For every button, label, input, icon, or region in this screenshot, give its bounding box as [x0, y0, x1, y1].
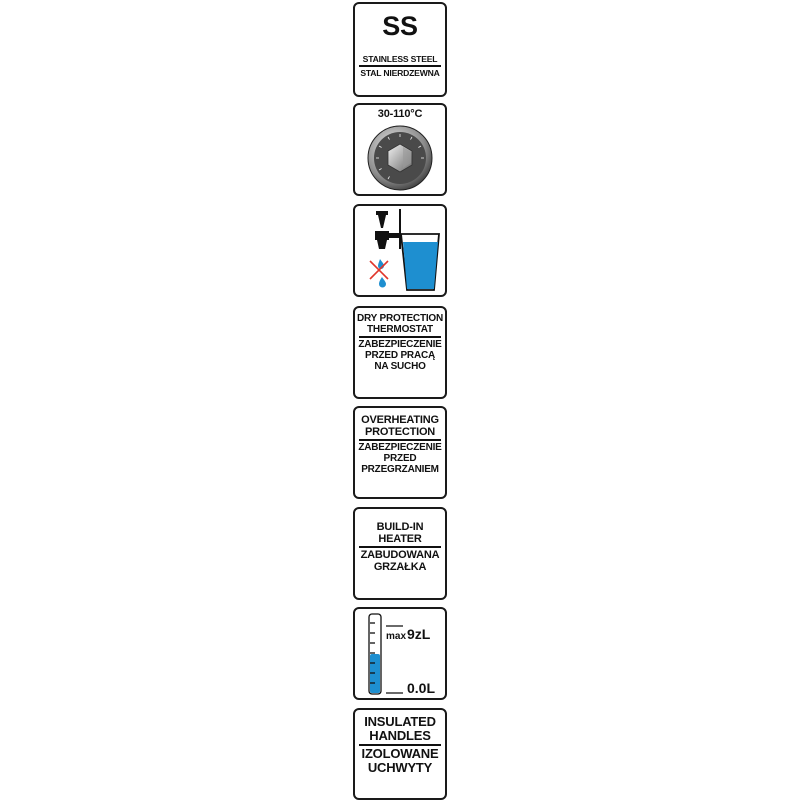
badge-label-pl: IZOLOWANE — [361, 745, 439, 761]
temperature-range: 30-110°C — [377, 108, 423, 120]
stainless-steel-badge — [353, 2, 447, 97]
no-drip-tap-badge — [353, 204, 447, 297]
thermostat-knob-icon — [355, 123, 445, 193]
water-drop-icon — [379, 277, 386, 288]
water-fill — [403, 242, 438, 289]
badge-label-en: HEATER — [378, 533, 422, 545]
water-level-gauge-icon — [355, 609, 445, 698]
overheating-protection-badge — [353, 406, 447, 499]
capacity-badge — [353, 607, 447, 700]
badge-label-pl: UCHWYTY — [367, 759, 433, 775]
min-value: 0.0L — [407, 680, 436, 696]
insulated-handles-badge — [353, 708, 447, 800]
divider — [359, 439, 441, 441]
badge-title: SS — [382, 11, 418, 41]
badge-label-pl: ZABEZPIECZENIE — [358, 441, 442, 453]
badge-label-pl: GRZAŁKA — [373, 560, 427, 573]
max-label: max — [386, 631, 407, 642]
feature-icon-column — [353, 0, 447, 800]
badge-label-en: DRY PROTECTION — [356, 313, 444, 324]
temperature-badge — [353, 103, 447, 196]
badge-label-en: INSULATED — [364, 714, 436, 729]
max-value: 9zL — [407, 626, 431, 642]
divider — [359, 336, 441, 338]
divider — [359, 546, 441, 548]
badge-label-en: OVERHEATING — [361, 414, 439, 426]
badge-label-pl: ZABUDOWANA — [360, 548, 440, 561]
badge-label-en: PROTECTION — [364, 426, 436, 438]
badge-label-pl: ZABEZPIECZENIE — [358, 338, 442, 350]
badge-label-en: BUILD-IN — [376, 521, 424, 533]
badge-label-pl: PRZED PRACĄ — [364, 349, 436, 361]
badge-label-en: HANDLES — [369, 728, 431, 743]
badge-label-pl: STAL NIERDZEWNA — [360, 67, 440, 78]
badge-label-en: THERMOSTAT — [367, 324, 433, 335]
dry-protection-badge — [353, 306, 447, 399]
badge-label-en: STAINLESS STEEL — [362, 54, 438, 64]
divider — [359, 65, 441, 67]
build-in-heater-badge — [353, 507, 447, 600]
badge-label-pl: PRZED — [383, 452, 417, 464]
tap-handle-icon — [376, 211, 388, 215]
badge-label-pl: PRZEGRZANIEM — [361, 463, 439, 475]
badge-label-pl: NA SUCHO — [374, 360, 426, 372]
tap-and-cup-icon — [355, 206, 445, 295]
